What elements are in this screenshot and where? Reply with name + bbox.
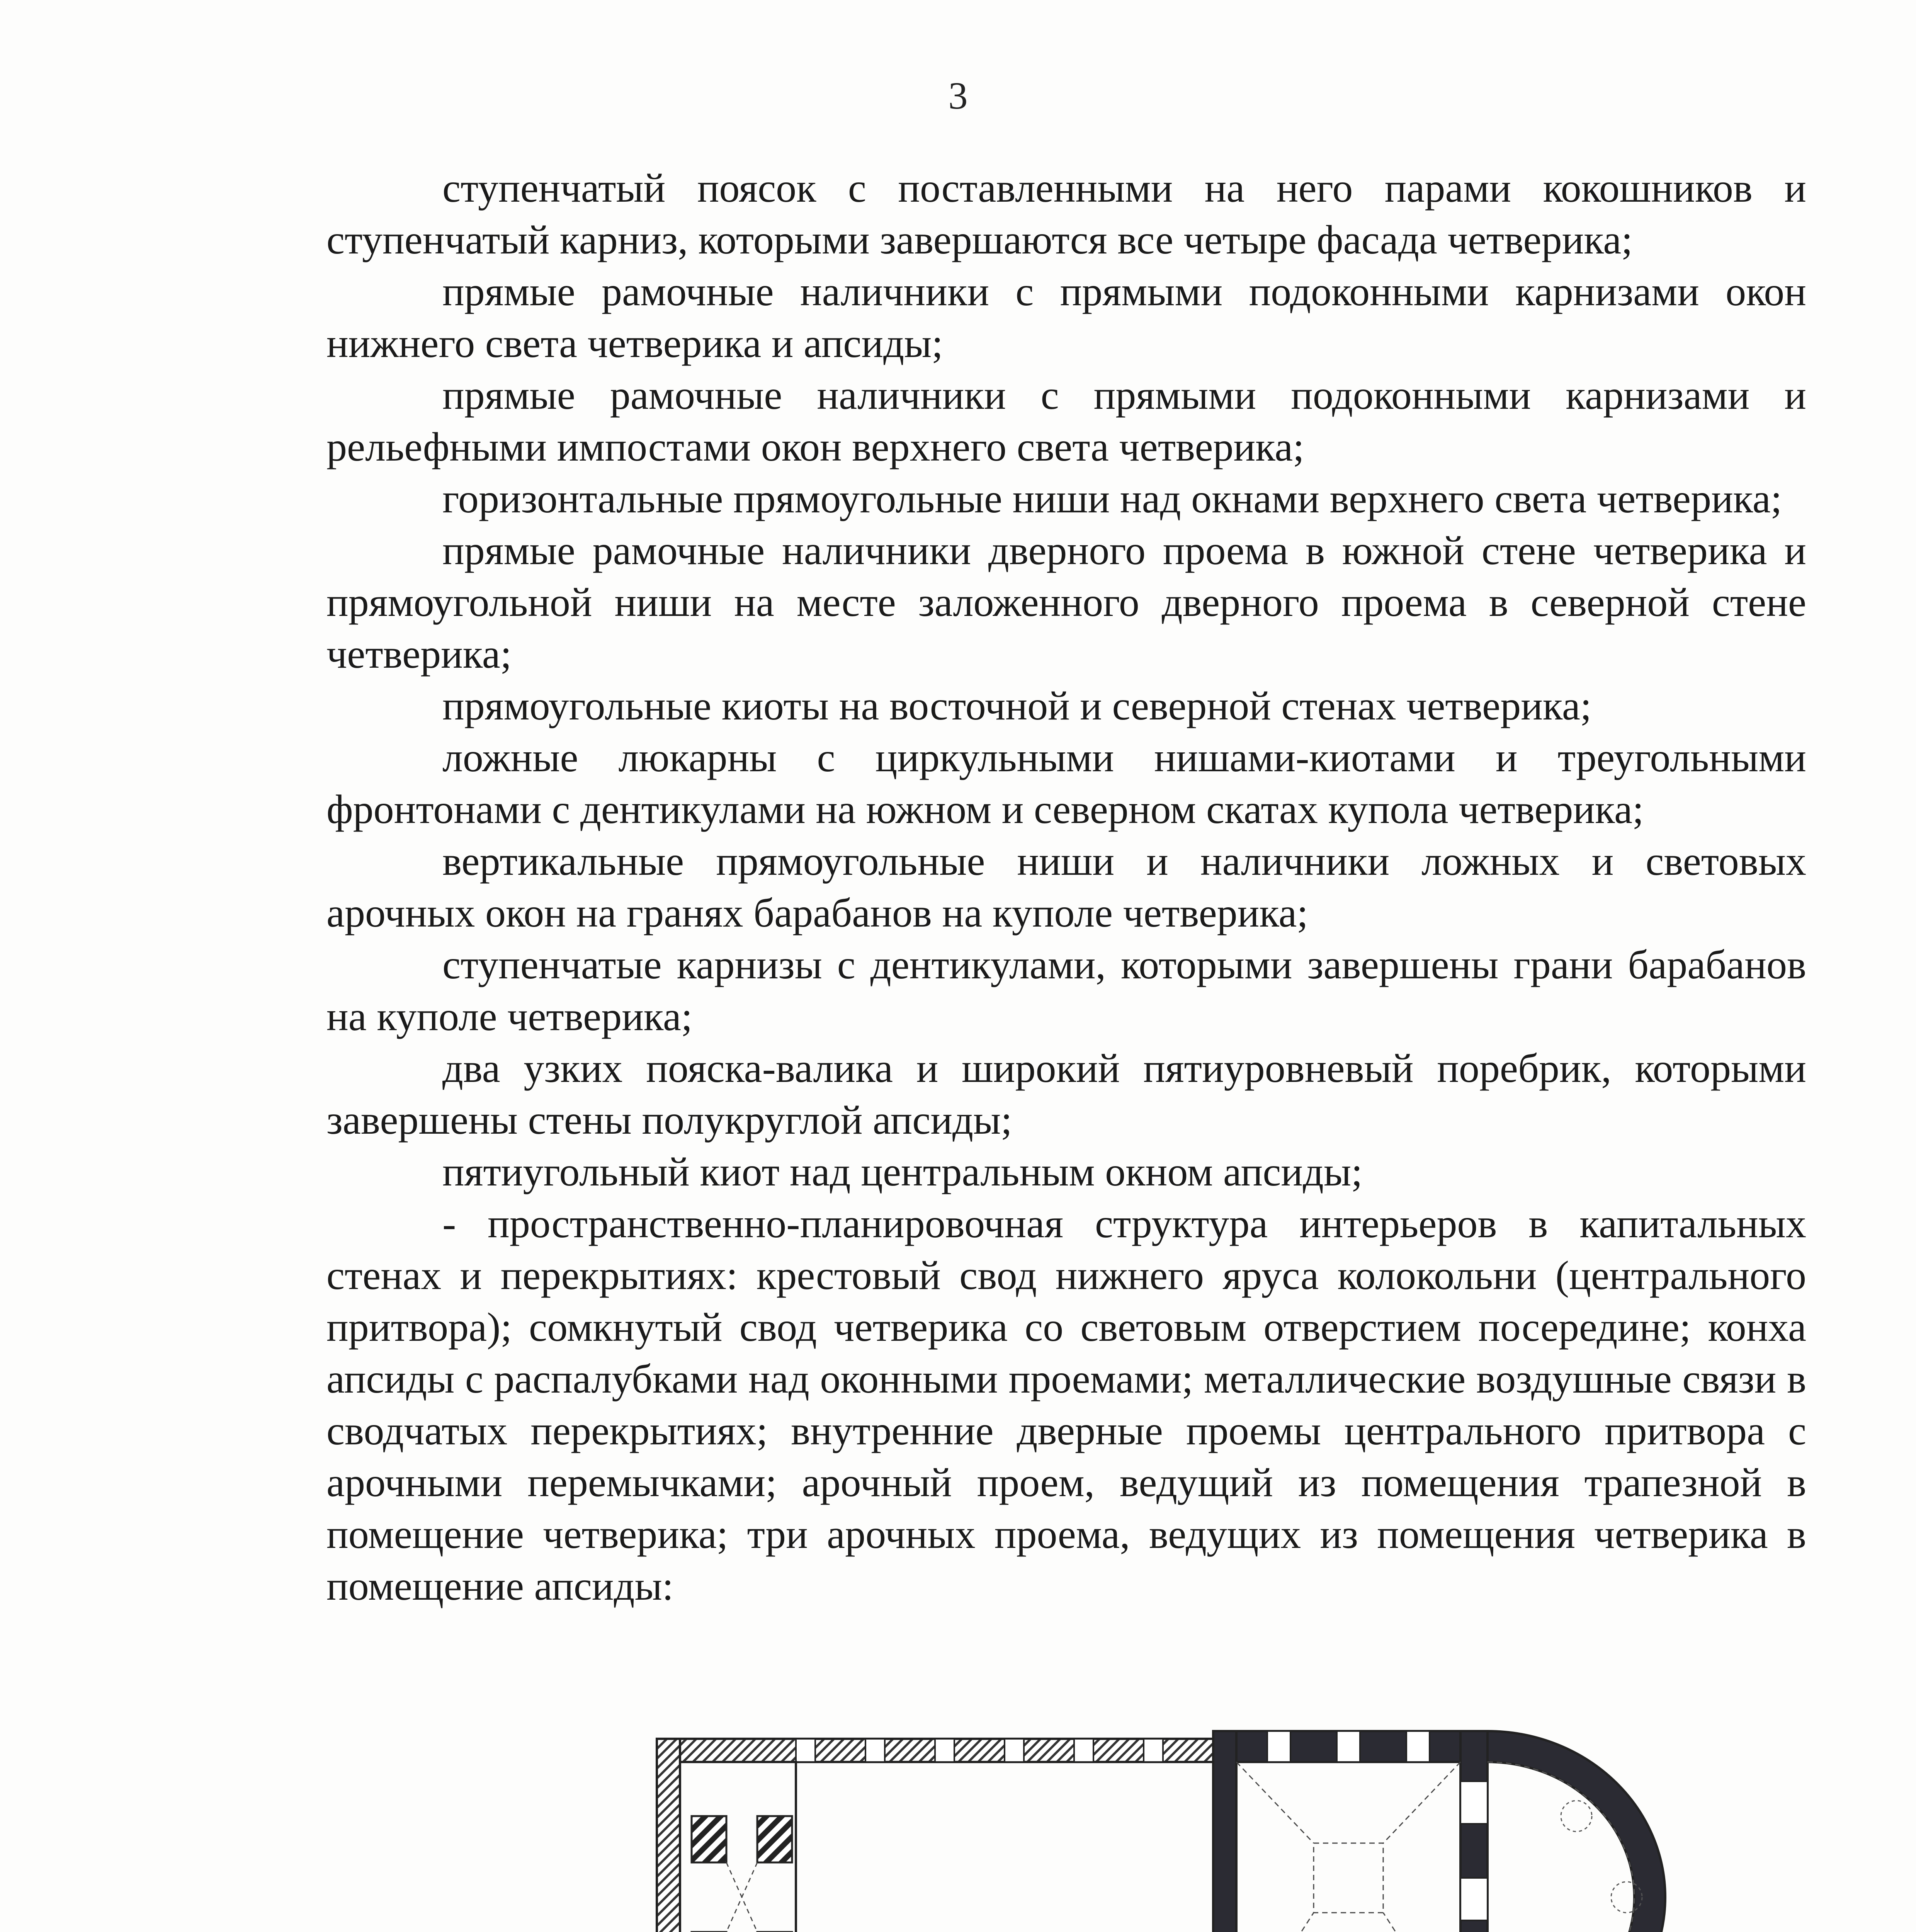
- paragraph: - пространственно-планировочная структура интерьеров в капитальных стенах и перекрытиях: крестовый свод нижнего яруса колокольни (центрального притвора); сомкнутый свод четверика со световым отверстием посередине; конха апсиды с распалубками над оконными проемами; металлические воздушные связи в сводчатых перекрытиях; внутренние дверные проемы центрального притвора с арочными перемычками; арочный проем, ведущий из помещения трапезной в помещение четверика; три арочных проема, ведущих из помещения четверика в помещение апсиды:: [326, 1201, 1806, 1609]
- page-number: 3: [948, 74, 968, 117]
- paragraph: горизонтальные прямоугольные ниши над окнами верхнего света четверика;: [442, 476, 1782, 521]
- body-text: [326, 162, 1806, 1612]
- floor-plan-svg: [649, 1716, 1669, 1932]
- paragraph: ложные люкарны с циркульными нишами-киотами и треугольными фронтонами с дентикулами на южном и северном скатах купола четверика;: [326, 735, 1806, 832]
- floor-plan-drawing: [649, 1716, 1669, 1932]
- refectory-walls: [657, 1739, 1213, 1932]
- quadrangle: [1213, 1731, 1488, 1932]
- bell-tower: [680, 1762, 796, 1932]
- paragraph: вертикальные прямоугольные ниши и наличники ложных и световых арочных окон на гранях барабанов на куполе четверика;: [326, 838, 1806, 935]
- paragraph: прямые рамочные наличники с прямыми подоконными карнизами окон нижнего света четверика и апсиды;: [326, 269, 1806, 366]
- apse: [1488, 1731, 1665, 1932]
- paragraph: прямые рамочные наличники с прямыми подоконными карнизами и рельефными импостами окон верхнего света четверика;: [326, 372, 1806, 469]
- paragraph: два узких пояска-валика и широкий пятиуровневый поребрик, которыми завершены стены полукруглой апсиды;: [326, 1046, 1806, 1143]
- paragraph: ступенчатый поясок с поставленными на него парами кокошников и ступенчатый карниз, которыми завершаются все четыре фасада четверика;: [326, 165, 1806, 262]
- paragraph: пятиугольный киот над центральным окном апсиды;: [442, 1149, 1363, 1194]
- paragraph: ступенчатые карнизы с дентикулами, которыми завершены грани барабанов на куполе четверика;: [326, 942, 1806, 1039]
- paragraph: прямоугольные киоты на восточной и северной стенах четверика;: [442, 683, 1592, 728]
- paragraph: прямые рамочные наличники дверного проема в южной стене четверика и прямоугольной ниши на месте заложенного дверного проема в северной стене четверика;: [326, 528, 1806, 677]
